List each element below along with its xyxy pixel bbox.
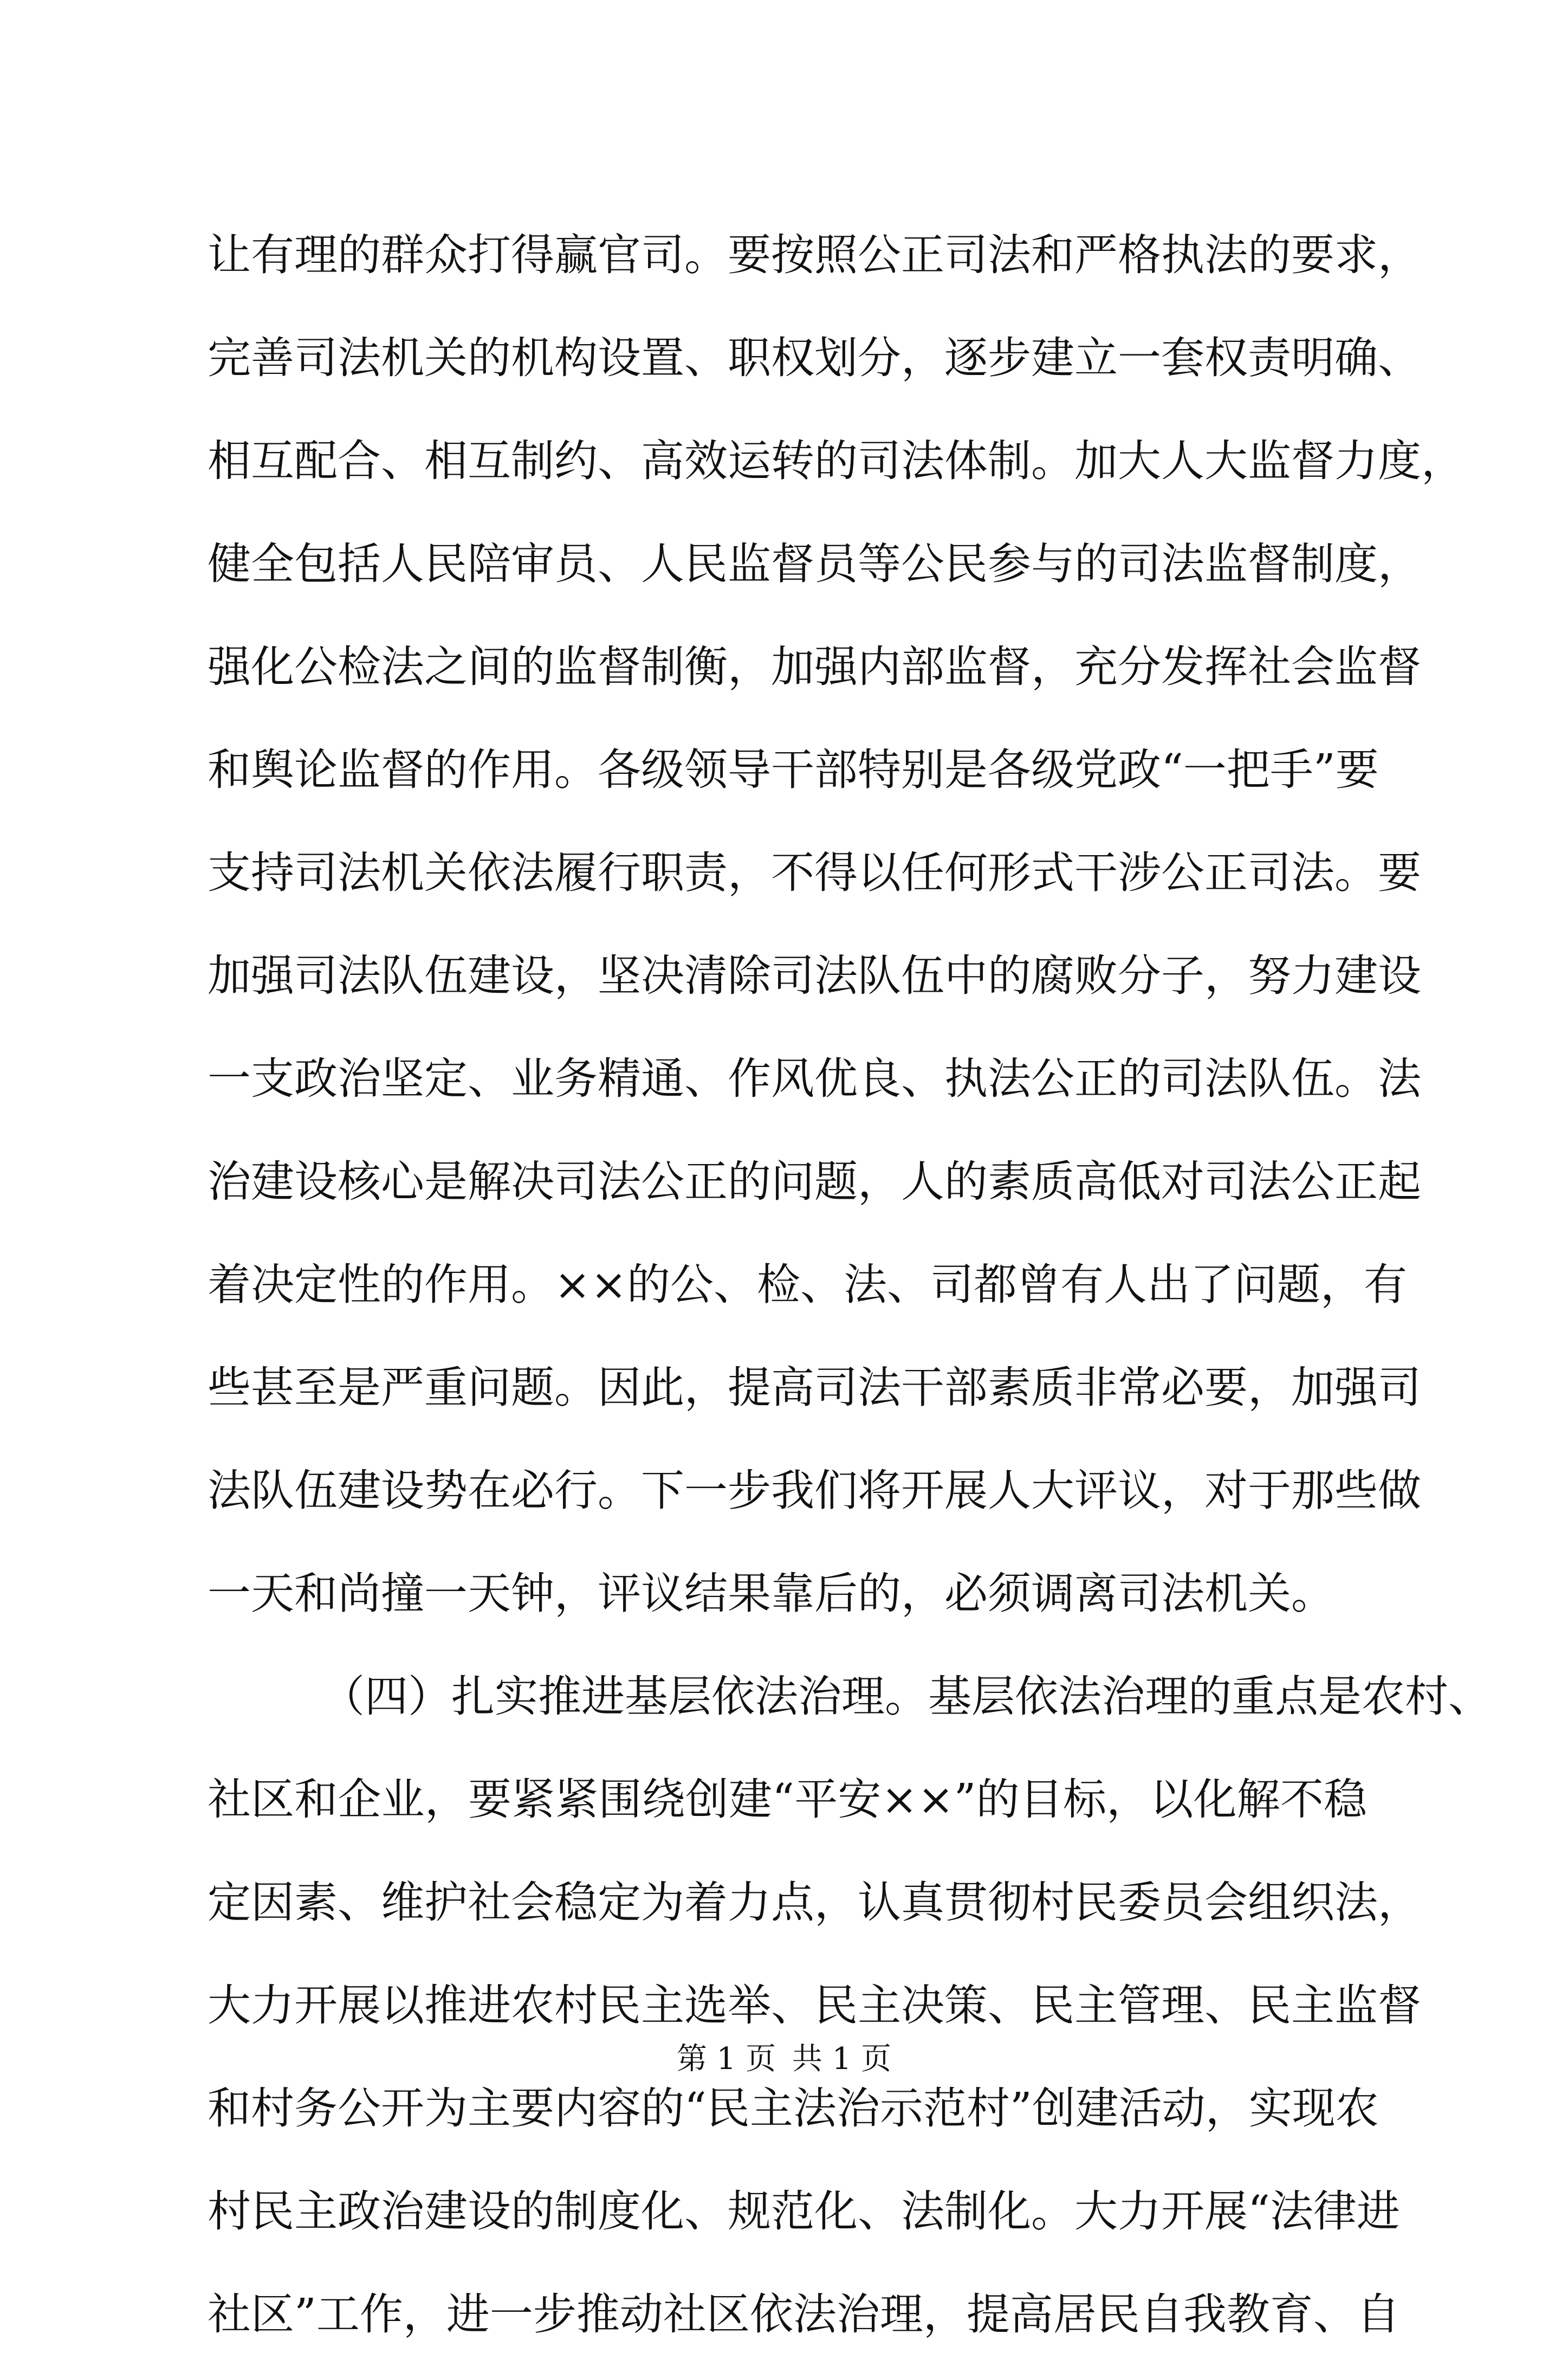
text-line: 定因素、维护社会稳定为着力点，认真贯彻村民委员会组织法，: [208, 1877, 1421, 1928]
text-line: 完善司法机关的机构设置、职权划分，逐步建立一套权责明确、: [208, 333, 1421, 383]
text-line: 村民主政治建设的制度化、规范化、法制化。大力开展“法律进: [208, 2186, 1400, 2236]
paragraph-1: [208, 204, 1465, 1645]
page-total: 共 1 页: [792, 2041, 892, 2077]
text-line: （四）扎实推进基层依法治理。基层依法治理的重点是农村、: [321, 1671, 1492, 1722]
text-line: 健全包括人民陪审员、人民监督员等公民参与的司法监督制度，: [208, 539, 1421, 589]
paragraph-2: [208, 1645, 1492, 2366]
text-line: 一天和尚撞一天钟，评议结果靠后的，必须调离司法机关。: [208, 1568, 1334, 1619]
text-line: 社区”工作，进一步推动社区依法治理，提高居民自我教育、自: [208, 2289, 1400, 2339]
text-line: 和村务公开为主要内容的“民主法治示范村”创建活动，实现农: [208, 2083, 1379, 2134]
text-line: 着决定性的作用。××的公、检、法、司都曾有人出了问题，有: [208, 1259, 1408, 1310]
text-line: 治建设核心是解决司法公正的问题，人的素质高低对司法公正起: [208, 1156, 1421, 1207]
text-line: 法队伍建设势在必行。下一步我们将开展人大评议，对于那些做: [208, 1465, 1421, 1516]
text-line: 社区和企业，要紧紧围绕创建“平安××”的目标，以化解不稳: [208, 1774, 1367, 1825]
page-footer: [0, 2038, 1568, 2081]
text-line: 一支政治坚定、业务精通、作风优良、执法公正的司法队伍。法: [208, 1053, 1421, 1104]
text-line: 大力开展以推进农村民主选举、民主决策、民主管理、民主监督: [208, 1980, 1421, 2031]
text-line: 支持司法机关依法履行职责，不得以任何形式干涉公正司法。要: [208, 848, 1421, 898]
text-line: 加强司法队伍建设，坚决清除司法队伍中的腐败分子，努力建设: [208, 951, 1421, 1001]
text-line: 让有理的群众打得赢官司。要按照公正司法和严格执法的要求，: [208, 230, 1421, 280]
page-number: 第 1 页: [676, 2041, 776, 2077]
text-line: 和舆论监督的作用。各级领导干部特别是各级党政“一把手”要: [208, 745, 1379, 795]
text-line: 强化公检法之间的监督制衡，加强内部监督，充分发挥社会监督: [208, 642, 1421, 692]
text-line: 些甚至是严重问题。因此，提高司法干部素质非常必要，加强司: [208, 1362, 1421, 1413]
text-line: 相互配合、相互制约、高效运转的司法体制。加大人大监督力度，: [208, 436, 1465, 486]
